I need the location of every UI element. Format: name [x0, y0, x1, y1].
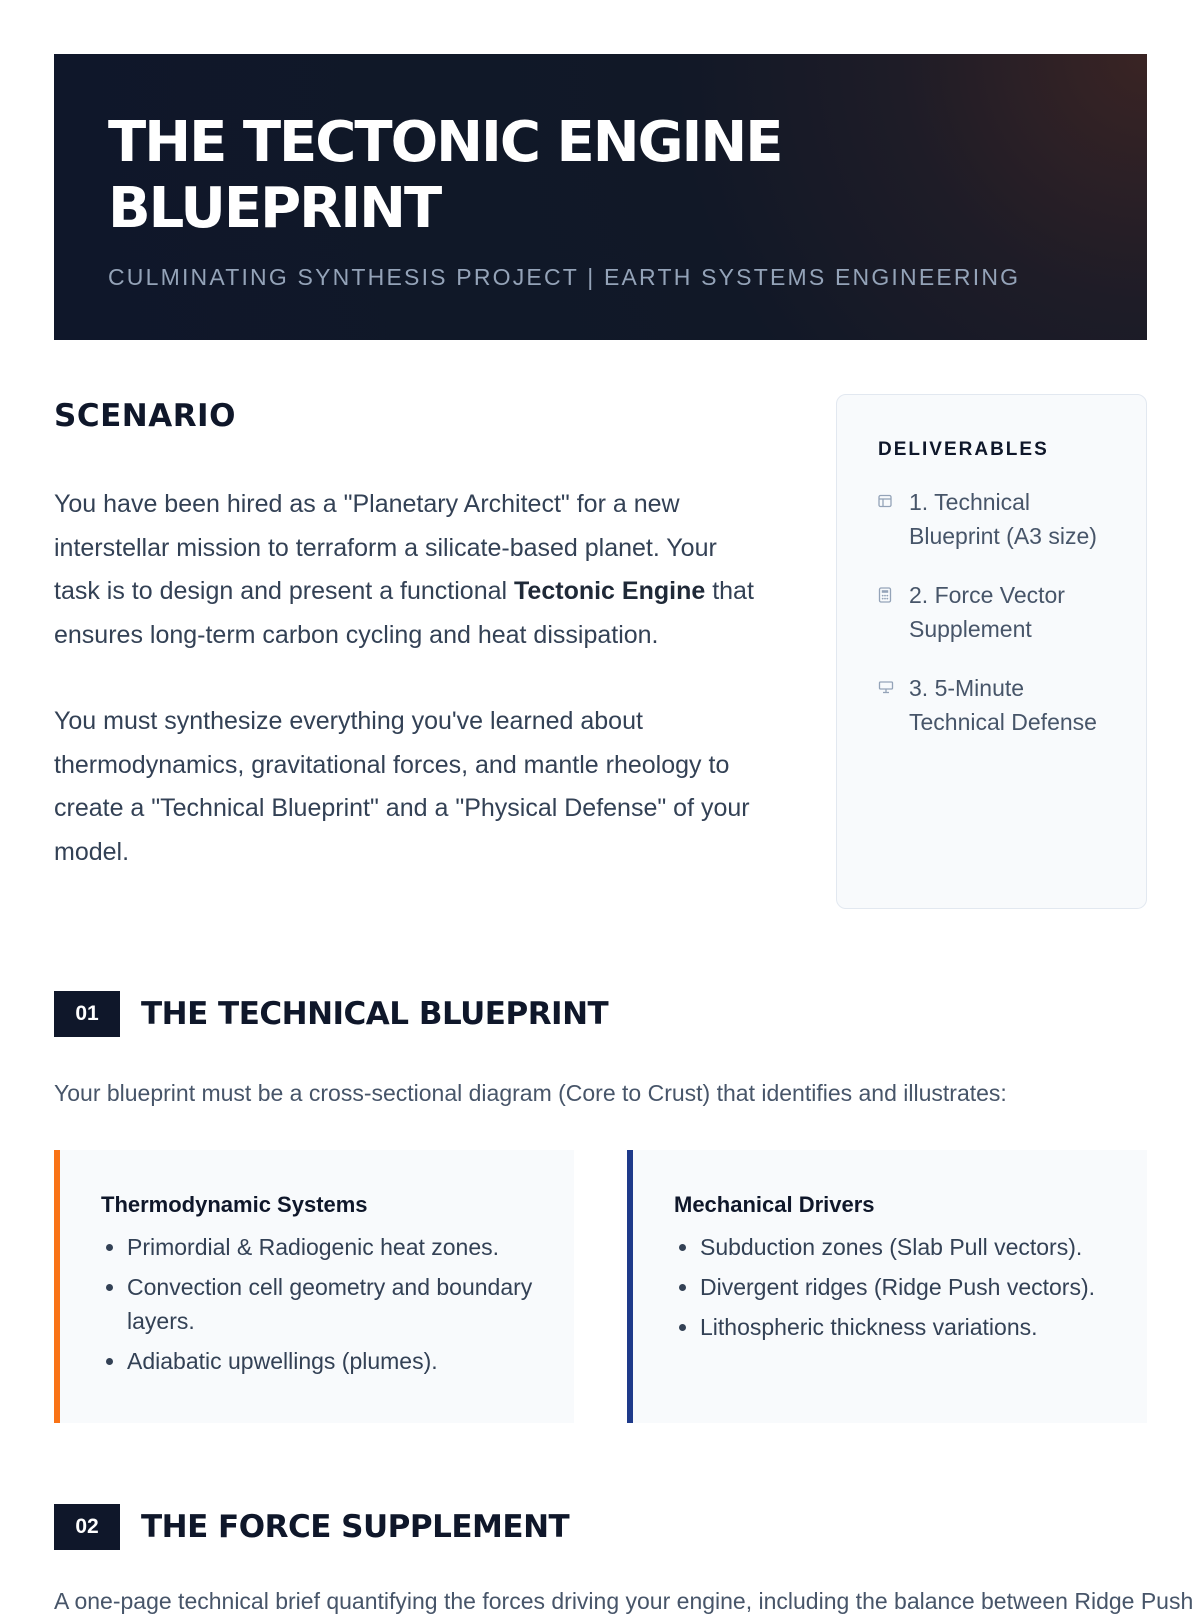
deliverable-item-force: 2. Force Vector Supplement [878, 578, 1116, 646]
header-banner [54, 54, 1147, 340]
section-2-number-badge: 02 [54, 1504, 120, 1550]
list-item: • Convection cell geometry and boundary layers. [127, 1270, 534, 1338]
page-title: THE TECTONIC ENGINE BLUEPRINT [108, 110, 782, 241]
card-list [674, 1230, 1107, 1344]
section-1-title: THE TECHNICAL BLUEPRINT [141, 996, 609, 1032]
section-2-header [54, 1504, 569, 1550]
card-title: Mechanical Drivers [674, 1192, 875, 1217]
mechanical-drivers-card [627, 1150, 1147, 1423]
section-1-number-badge: 01 [54, 991, 120, 1037]
section-2-intro: A one-page technical brief quantifying the forces driving your engine, including the balance between Ridge Push [54, 1588, 1194, 1614]
deliverables-list [878, 485, 1116, 739]
calculator-icon [878, 578, 909, 603]
deliverables-title: DELIVERABLES [878, 439, 1049, 460]
card-list [101, 1230, 534, 1378]
card-title: Thermodynamic Systems [101, 1192, 368, 1217]
deliverable-item-defense: 3. 5-Minute Technical Defense [878, 671, 1116, 739]
section-1-intro: Your blueprint must be a cross-sectional diagram (Core to Crust) that identifies and illustrates: [54, 1080, 1007, 1106]
scenario-body [54, 483, 764, 874]
scenario-paragraph-2: You must synthesize everything you've learned about thermodynamics, gravitational forces, and mantle rheology to create a "Technical Blueprint" and a "Physical Defense" of your model. [54, 707, 750, 866]
list-item: • Lithospheric thickness variations. [700, 1310, 1107, 1344]
deliverables-panel [836, 394, 1147, 909]
scenario-paragraph-1: You have been hired as a "Planetary Architect" for a new interstellar mission to terraform a silicate-based planet. Your task is to design and present a functional Tectonic Engine that ensures long-term carbon cycling and heat dissipation. [54, 490, 754, 649]
presentation-icon [878, 671, 909, 694]
section-2-title: THE FORCE SUPPLEMENT [141, 1509, 570, 1545]
list-item: • Divergent ridges (Ridge Push vectors). [700, 1270, 1107, 1304]
list-item: • Adiabatic upwellings (plumes). [127, 1344, 534, 1378]
scenario-heading: SCENARIO [54, 398, 236, 434]
scenario-emphasis: Tectonic Engine [514, 577, 706, 605]
thermodynamic-systems-card [54, 1150, 574, 1423]
list-item: • Primordial & Radiogenic heat zones. [127, 1230, 534, 1264]
deliverable-item-blueprint: 1. Technical Blueprint (A3 size) [878, 485, 1116, 553]
list-item: • Subduction zones (Slab Pull vectors). [700, 1230, 1107, 1264]
section-1-header [54, 991, 608, 1037]
page-subtitle: CULMINATING SYNTHESIS PROJECT | EARTH SYSTEMS ENGINEERING [108, 264, 1021, 290]
blueprint-icon [878, 485, 909, 508]
